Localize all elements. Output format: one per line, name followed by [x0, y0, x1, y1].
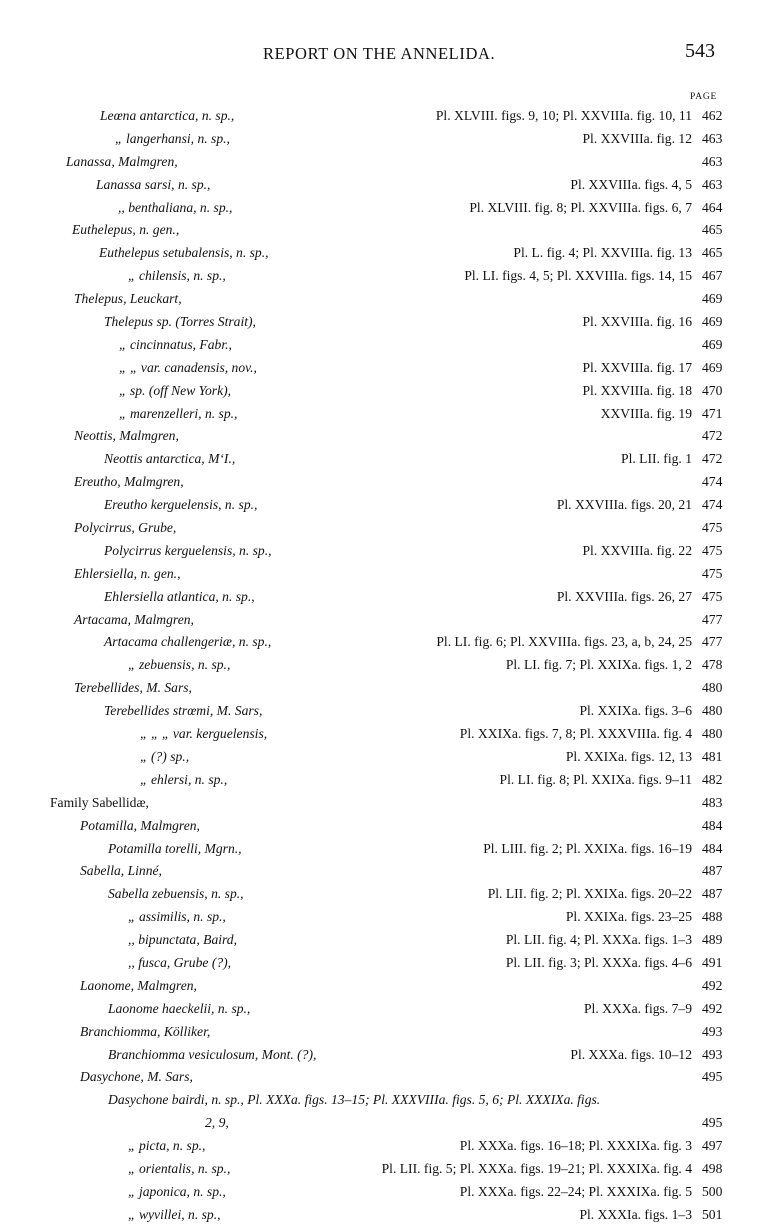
entry-name: Sabella, Linné, — [80, 863, 162, 879]
entry-name: Euthelepus, n. gen., — [72, 222, 180, 238]
index-entry — [0, 104, 776, 127]
entry-name: „ langerhansi, n. sp., — [115, 130, 230, 146]
index-entry — [0, 722, 776, 745]
entry-name: „ orientalis, n. sp., — [128, 1160, 231, 1176]
page-ref: 487 — [702, 863, 723, 879]
plate-reference: Pl. XXVIIIa. figs. 4, 5 — [570, 176, 692, 192]
entry-name: „ wyvillei, n. sp., — [128, 1206, 221, 1222]
page-ref: 500 — [702, 1183, 723, 1199]
plate-reference: Pl. LII. fig. 1 — [621, 451, 692, 467]
plate-reference: Pl. LII. fig. 3; Pl. XXXa. figs. 4–6 — [505, 954, 692, 970]
entry-name: Artacama challengeriæ, n. sp., — [104, 634, 272, 650]
entry-name: Branchiomma vesiculosum, Mont. (?), — [108, 1046, 317, 1062]
page-ref: 492 — [702, 977, 723, 993]
entry-name: Dasychone bairdi, n. sp., Pl. XXXa. figs. 13–15; Pl. XXXVIIIa. figs. 5, 6; Pl. XXXIXa. figs. — [108, 1092, 601, 1108]
plate-reference: Pl. LII. fig. 5; Pl. XXXa. figs. 19–21; Pl. XXXIXa. fig. 4 — [381, 1160, 692, 1176]
index-entry — [0, 608, 776, 631]
page-ref: 470 — [702, 382, 723, 398]
plate-reference: Pl. XXVIIIa. figs. 26, 27 — [556, 588, 692, 604]
entry-name: Thelepus, Leuckart, — [74, 291, 182, 307]
page-ref: 469 — [702, 291, 723, 307]
entry-name: Neottis antarctica, M‘I., — [104, 451, 236, 467]
entry-name: Leœna antarctica, n. sp., — [100, 108, 235, 123]
plate-reference: Pl. XXXa. figs. 16–18; Pl. XXXIXa. fig. 3 — [459, 1138, 692, 1154]
entry-name: Potamilla, Malmgren, — [80, 817, 200, 833]
plate-reference: Pl. LII. fig. 4; Pl. XXXa. figs. 1–3 — [505, 932, 692, 948]
entry-name: ,, benthaliana, n. sp., — [118, 199, 233, 215]
page-ref: 495 — [702, 1115, 723, 1131]
entry-name: Branchiomma, Kölliker, — [80, 1023, 211, 1039]
page-ref: 487 — [702, 886, 723, 902]
page-ref: 467 — [702, 268, 723, 284]
index-entry — [0, 1157, 776, 1180]
index-entry — [0, 402, 776, 425]
index-entry — [0, 1043, 776, 1066]
entry-name: „ sp. (off New York), — [119, 382, 232, 398]
page-ref: 478 — [702, 657, 723, 673]
index-entry — [0, 196, 776, 219]
entry-name: „ cincinnatus, Fabr., — [119, 336, 232, 352]
page-ref: 488 — [702, 909, 723, 925]
index-entry — [0, 837, 776, 860]
plate-reference: Pl. LI. fig. 6; Pl. XXVIIIa. figs. 23, a, b, 24, 25 — [436, 634, 692, 650]
entry-name: 2, 9, — [205, 1115, 229, 1131]
index-list — [0, 104, 776, 1226]
page-ref: 469 — [702, 359, 723, 375]
plate-reference: Pl. XXVIIIa. figs. 20, 21 — [556, 497, 692, 513]
page-ref: 477 — [702, 611, 723, 627]
entry-name: „ japonica, n. sp., — [128, 1183, 226, 1199]
index-entry — [0, 974, 776, 997]
entry-name: Terebellides strœmi, M. Sars, — [104, 703, 263, 719]
index-entry — [0, 1180, 776, 1203]
page-ref: 484 — [702, 817, 723, 833]
plate-reference: XXVIIIa. fig. 19 — [600, 405, 692, 421]
page-ref: 480 — [702, 703, 723, 719]
index-entry — [0, 653, 776, 676]
page-ref: 475 — [702, 520, 723, 536]
index-entry — [0, 150, 776, 173]
entry-name: „ ehlersi, n. sp., — [140, 771, 228, 787]
index-entry — [0, 539, 776, 562]
page-ref: 477 — [702, 634, 723, 650]
plate-reference: Pl. XXXIa. figs. 1–3 — [579, 1206, 692, 1222]
index-entry — [0, 630, 776, 653]
index-entry — [0, 470, 776, 493]
entry-name: Polycirrus kerguelensis, n. sp., — [104, 542, 272, 558]
page-ref: 469 — [702, 336, 723, 352]
plate-reference: Pl. XLVIII. figs. 9, 10; Pl. XXVIIIa. fig. 10, 11 — [435, 108, 692, 123]
index-entry — [0, 310, 776, 333]
index-entry — [0, 1020, 776, 1043]
plate-reference: Pl. XLVIII. fig. 8; Pl. XXVIIIa. figs. 6, 7 — [469, 199, 692, 215]
index-entry — [0, 1134, 776, 1157]
index-entry — [0, 768, 776, 791]
index-entry — [0, 676, 776, 699]
entry-name: Ehlersiella, n. gen., — [74, 565, 181, 581]
running-title: REPORT ON THE ANNELIDA. — [263, 44, 496, 63]
index-entry — [0, 447, 776, 470]
index-entry — [0, 905, 776, 928]
entry-name: Laonome, Malmgren, — [80, 977, 197, 993]
index-entry — [0, 264, 776, 287]
page-ref: 464 — [702, 199, 723, 215]
entry-name: „ chilensis, n. sp., — [128, 268, 226, 284]
page-ref: 475 — [702, 588, 723, 604]
index-entry — [0, 882, 776, 905]
plate-reference: Pl. XXIXa. figs. 12, 13 — [565, 748, 692, 764]
entry-name: Lanassa sarsi, n. sp., — [96, 176, 211, 192]
page-ref: 465 — [702, 222, 723, 238]
entry-name: „ marenzelleri, n. sp., — [119, 405, 238, 421]
index-entry — [0, 859, 776, 882]
index-entry — [0, 562, 776, 585]
page-number: 543 — [685, 40, 715, 62]
entry-name: Terebellides, M. Sars, — [74, 680, 192, 696]
plate-reference: Pl. LI. fig. 7; Pl. XXIXa. figs. 1, 2 — [505, 657, 692, 673]
plate-reference: Pl. LII. fig. 2; Pl. XXIXa. figs. 20–22 — [487, 886, 692, 902]
page-ref: 475 — [702, 565, 723, 581]
page-column-label: PAGE — [690, 92, 718, 102]
page-header — [0, 38, 776, 66]
entry-name: „ (?) sp., — [140, 748, 190, 764]
page-ref: 475 — [702, 542, 723, 558]
index-entry — [0, 127, 776, 150]
index-entry — [0, 516, 776, 539]
entry-name: Lanassa, Malmgren, — [66, 153, 178, 169]
index-entry — [0, 745, 776, 768]
page-ref: 463 — [702, 130, 723, 146]
page-ref: 481 — [702, 748, 723, 764]
entry-name: „ „ „ var. kerguelensis, — [140, 726, 268, 742]
entry-name: Dasychone, M. Sars, — [80, 1069, 193, 1085]
page-ref: 495 — [702, 1069, 723, 1085]
page-ref: 480 — [702, 680, 723, 696]
page-ref: 463 — [702, 153, 723, 169]
plate-reference: Pl. XXXa. figs. 7–9 — [584, 1000, 692, 1016]
plate-reference: Pl. LI. fig. 8; Pl. XXIXa. figs. 9–11 — [499, 771, 692, 787]
page-ref: 474 — [702, 497, 723, 513]
page-ref: 463 — [702, 176, 723, 192]
entry-name: Potamilla torelli, Mgrn., — [108, 840, 242, 856]
index-entry — [0, 241, 776, 264]
plate-reference: Pl. LI. figs. 4, 5; Pl. XXVIIIa. figs. 14, 15 — [464, 268, 692, 284]
plate-reference: Pl. XXXa. figs. 10–12 — [570, 1046, 692, 1062]
page-ref: 469 — [702, 314, 723, 330]
index-entry — [0, 287, 776, 310]
plate-reference: Pl. XXIXa. figs. 23–25 — [565, 909, 692, 925]
index-entry — [0, 791, 776, 814]
page-ref: 484 — [702, 840, 723, 856]
index-entry — [0, 928, 776, 951]
page-ref: 482 — [702, 771, 723, 787]
index-entry — [0, 379, 776, 402]
entry-name: Thelepus sp. (Torres Strait), — [104, 314, 256, 330]
plate-reference: Pl. XXVIIIa. fig. 12 — [582, 130, 692, 146]
page-ref: 474 — [702, 474, 723, 490]
page-ref: 491 — [702, 954, 723, 970]
page-ref: 497 — [702, 1138, 723, 1154]
index-entry — [0, 814, 776, 837]
entry-name: „ zebuensis, n. sp., — [128, 657, 231, 673]
index-entry — [0, 1111, 776, 1134]
entry-name: Ehlersiella atlantica, n. sp., — [104, 588, 255, 604]
plate-reference: Pl. XXXa. figs. 22–24; Pl. XXXIXa. fig. 5 — [459, 1183, 692, 1199]
page-ref: 465 — [702, 245, 723, 261]
index-entry — [0, 1203, 776, 1226]
page-ref: 472 — [702, 428, 723, 444]
entry-name: Euthelepus setubalensis, n. sp., — [99, 245, 269, 261]
index-entry — [0, 585, 776, 608]
page-ref: 492 — [702, 1000, 723, 1016]
page-ref: 493 — [702, 1023, 723, 1039]
plate-reference: Pl. XXVIIIa. fig. 18 — [582, 382, 692, 398]
index-entry — [0, 997, 776, 1020]
index-entry — [0, 493, 776, 516]
page-ref: 471 — [702, 405, 723, 421]
plate-reference: Pl. XXVIIIa. fig. 16 — [582, 314, 692, 330]
page-ref: 483 — [702, 794, 723, 810]
plate-reference: Pl. XXVIIIa. fig. 17 — [582, 359, 692, 375]
plate-reference: Pl. XXIXa. figs. 7, 8; Pl. XXXVIIIa. fig. 4 — [459, 726, 692, 742]
index-entry — [0, 951, 776, 974]
entry-name: „ picta, n. sp., — [128, 1138, 206, 1154]
entry-name: Sabella zebuensis, n. sp., — [108, 886, 244, 902]
index-entry — [0, 424, 776, 447]
index-entry — [0, 218, 776, 241]
index-entry — [0, 333, 776, 356]
entry-name: Laonome haeckelii, n. sp., — [108, 1000, 251, 1016]
plate-reference: Pl. XXVIIIa. fig. 22 — [582, 542, 692, 558]
index-entry — [0, 699, 776, 722]
plate-reference: Pl. XXIXa. figs. 3–6 — [579, 703, 692, 719]
entry-name: Artacama, Malmgren, — [74, 611, 194, 627]
entry-name: ,, bipunctata, Baird, — [128, 932, 237, 948]
plate-reference: Pl. L. fig. 4; Pl. XXVIIIa. fig. 13 — [513, 245, 692, 261]
page-ref: 493 — [702, 1046, 723, 1062]
entry-name: Ereutho kerguelensis, n. sp., — [104, 497, 258, 513]
entry-name: Neottis, Malmgren, — [74, 428, 179, 444]
page-ref: 501 — [702, 1206, 723, 1222]
page-ref: 480 — [702, 726, 723, 742]
entry-name: „ assimilis, n. sp., — [128, 909, 226, 925]
page-ref: 472 — [702, 451, 723, 467]
index-entry — [0, 356, 776, 379]
entry-name: Ereutho, Malmgren, — [74, 474, 184, 490]
page-ref: 462 — [702, 108, 723, 123]
entry-name: ,, fusca, Grube (?), — [128, 954, 232, 970]
entry-name: Family Sabellidæ, — [50, 794, 149, 810]
page-ref: 489 — [702, 932, 723, 948]
entry-name: „ „ var. canadensis, nov., — [119, 359, 257, 375]
index-entry — [0, 173, 776, 196]
index-entry — [0, 1065, 776, 1088]
entry-name: Polycirrus, Grube, — [74, 520, 177, 536]
page-ref: 498 — [702, 1160, 723, 1176]
plate-reference: Pl. LIII. fig. 2; Pl. XXIXa. figs. 16–19 — [483, 840, 692, 856]
index-entry — [0, 1088, 776, 1111]
